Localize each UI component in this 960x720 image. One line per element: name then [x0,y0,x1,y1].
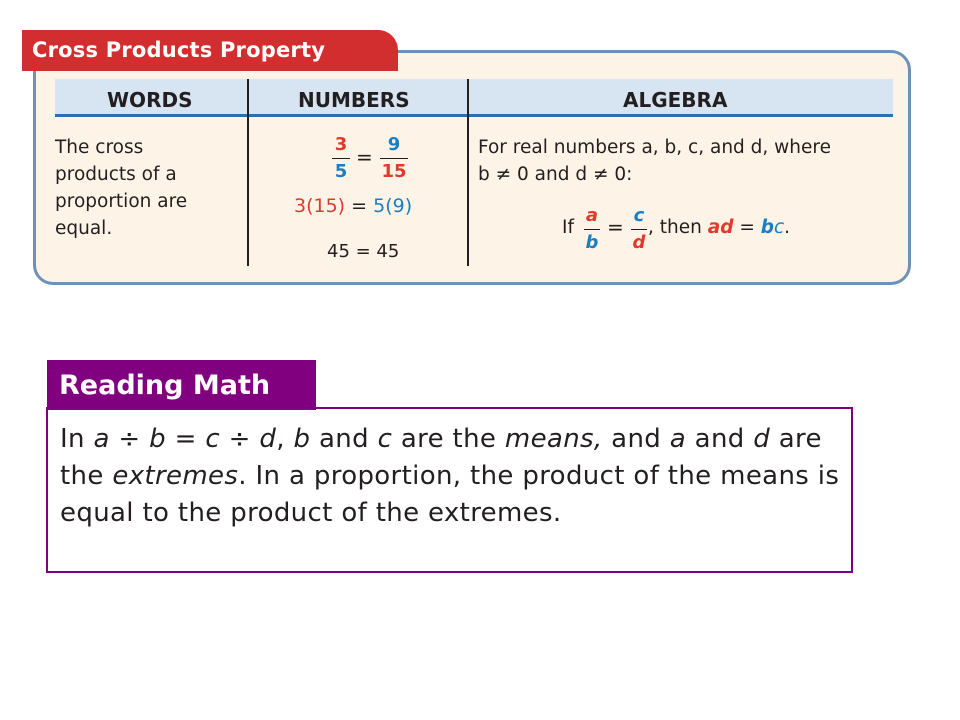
var-c: c [205,424,221,454]
fraction-3-5 [332,134,350,183]
algebra-line-2: b ≠ 0 and d ≠ 0: [478,164,633,185]
text-span: In [60,424,94,454]
var-c: c [377,424,393,454]
reading-math-box [46,407,853,573]
words-line: The cross [55,137,144,158]
var-a: a [669,424,687,454]
reading-math-text [60,421,845,532]
algebra-line-1: For real numbers a, b, c, and d, where [478,137,831,158]
cross-products-title: Cross Products Property [22,30,398,71]
fraction-bar [380,158,408,159]
column-divider-1 [247,79,249,266]
denominator: 5 [334,161,348,182]
text-span: and [310,424,378,454]
property-table [55,79,893,266]
text-span: are the [392,424,505,454]
fraction-bar [584,229,600,230]
term-extremes: extremes [112,461,239,491]
text-span: ÷ [220,424,260,454]
then-clause [648,217,790,238]
equals-sign: = [345,195,374,217]
text-span: are the [60,424,822,491]
product-ad: ad [707,217,734,238]
text-span: and [602,424,670,454]
period: . [784,217,791,238]
header-algebra: ALGEBRA [623,88,728,112]
equals-sign: = [607,215,624,239]
text-span: and [686,424,754,454]
algebra-cell [478,134,893,188]
product-equality: 45 = 45 [327,241,400,262]
var-b: b [293,424,311,454]
text-span: . In a proportion, the product of the means is equal to the product of the extremes. [60,461,840,528]
var-b: b [149,424,166,454]
var-a: a [93,424,110,454]
numerator: 3 [334,134,348,155]
text-span: = [166,424,206,454]
words-line: products of a [55,164,177,185]
header-words: WORDS [107,88,193,112]
denominator: d [632,232,646,253]
denominator: 15 [381,161,407,182]
factor-9: (9) [385,195,413,217]
column-divider-2 [467,79,469,266]
equals-sign: = [356,145,373,169]
var-d: d [753,424,771,454]
var-d: d [259,424,277,454]
factor-15: (15) [306,195,346,217]
numerator: 9 [387,134,401,155]
denominator: b [585,232,599,253]
factor-5: 5 [373,195,386,217]
if-label: If [562,217,574,238]
header-numbers: NUMBERS [298,88,410,112]
text-span: ÷ [109,424,150,454]
var-b: b [760,217,774,238]
reading-math-title: Reading Math [47,360,316,410]
cross-multiplication [294,195,412,217]
text-span: , [276,424,294,454]
fraction-9-15 [380,134,408,183]
numerator: a [585,205,599,226]
fraction-bar [631,229,647,230]
words-line: proportion are [55,191,188,212]
words-cell [55,134,240,242]
fraction-bar [332,158,350,159]
factor-3: 3 [294,195,307,217]
words-line: equal. [55,218,113,239]
numerator: c [633,205,645,226]
fraction-c-d [631,205,647,254]
equals-sign: = [733,217,761,238]
then-label: , then [648,217,702,238]
fraction-a-b [584,205,600,254]
term-means: means, [504,424,603,454]
var-c: c [774,217,785,238]
